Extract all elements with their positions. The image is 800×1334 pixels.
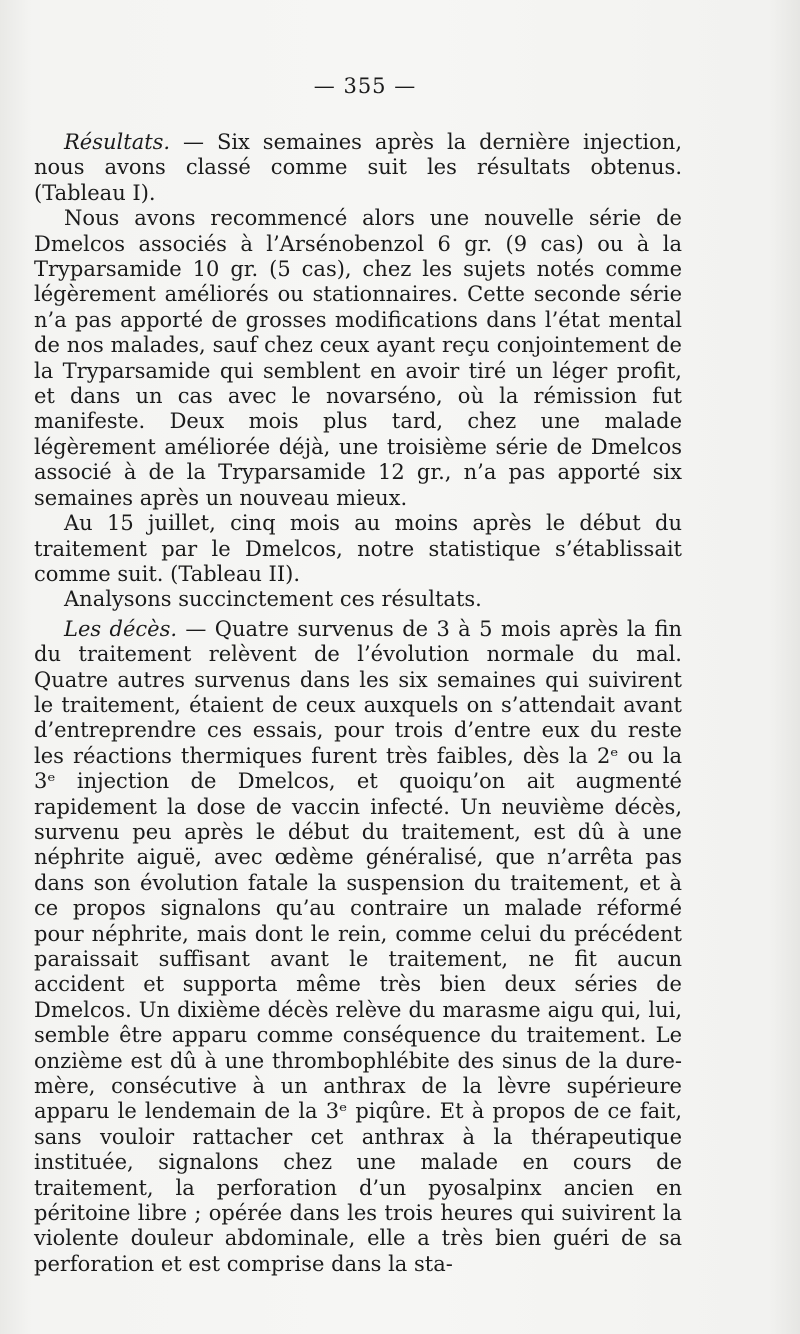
paragraph-analysis	[34, 587, 682, 612]
section-lead-results: Résultats.	[64, 130, 171, 154]
body-text	[34, 130, 682, 1277]
paragraph-deaths	[34, 617, 682, 1278]
paragraph-text: Analysons succinctement ces résultats.	[64, 587, 482, 612]
page-number: — 355 —	[313, 74, 417, 98]
paragraph-text: — Quatre survenus de 3 à 5 mois après la fin du traitement relèvent de l’évolution normale du mal. Quatre autres survenus dans les six semaines qui suivirent le traitement, étaient de ceux auxquels on s’attendait avant d’entreprendre ces essais, pour trois d’entre eux du reste les réactions thermiques furent très faibles, dès la 2ᵉ ou la 3ᵉ injection de Dmelcos, et quoiqu’on ait augmenté rapidement la dose de vaccin infecté. Un neuvième décès, survenu peu après le début du traitement, est dû à une néphrite aiguë, avec œdème généralisé, que n’arrêta pas dans son évolution fatale la suspension du traitement, et à ce propos signalons qu’au contraire un malade réformé pour néphrite, mais dont le rein, comme celui du précédent paraissait suffisant avant le traitement, ne fit aucun accident et supporta même très bien deux séries de Dmelcos. Un dixième décès relève du marasme aigu qui, lui, semble être apparu comme conséquence du traitement. Le onzième est dû à une thrombophlébite des sinus de la dure-mère, consécutive à un anthrax de la lèvre supérieure apparu le lendemain de la 3ᵉ piqûre. Et à propos de ce fait, sans vouloir rattacher cet anthrax à la thérapeutique instituée, signalons chez une malade en cours de traitement, la perforation d’un pyosalpinx ancien en péritoine libre ; opérée dans les trois heures qui suivirent la violente douleur abdominale, elle a très bien guéri de sa perforation et est comprise dans la sta-	[34, 616, 682, 1276]
paragraph-results	[34, 130, 682, 206]
paragraph-text: Au 15 juillet, cinq mois au moins après le début du traitement par le Dmelcos, notre statistique s’établissait comme suit. (Tableau II).	[34, 511, 682, 586]
paragraph-second-series	[34, 206, 682, 511]
paragraph-text: Nous avons recommencé alors une nouvelle série de Dmelcos associés à l’Arsénobenzol 6 gr. (9 cas) ou à la Tryparsamide 10 gr. (5 cas), chez les sujets notés comme légèrement améliorés ou stationnaires. Cette seconde série n’a pas apporté de grosses modifications dans l’état mental de nos malades, sauf chez ceux ayant reçu conjointement de la Tryparsamide qui semblent en avoir tiré un léger profit, et dans un cas avec le novarséno, où la rémission fut manifeste. Deux mois plus tard, chez une malade légèrement améliorée déjà, une troisième série de Dmelcos associé à de la Tryparsamide 12 gr., n’a pas apporté six semaines après un nouveau mieux.	[34, 206, 682, 510]
section-lead-deaths: Les décès.	[64, 616, 178, 641]
paragraph-statistics	[34, 511, 682, 587]
paragraph-text: — Six semaines après la dernière injection, nous avons classé comme suit les résultats obtenus. (Tableau I).	[34, 130, 682, 205]
